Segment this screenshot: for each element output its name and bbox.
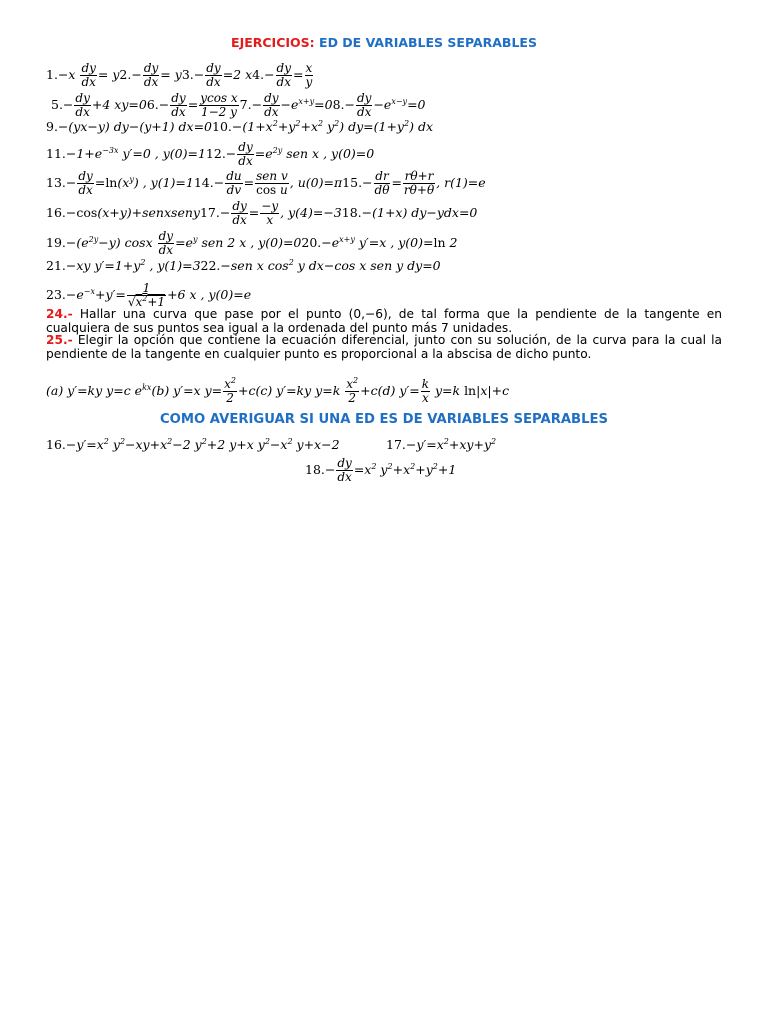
equation-row-2: 5.− $\frac{dy}{dx}$ +4 xy=06.− $\frac{dy}{dx}$ = $\frac{\text{ycos x}}{1-2 y}$ 7.− $\frac{dy}{dx}$ $-e^{x+y}=08.-$ $\frac{dy}{dx}$ $-e^{x-y}=0$	[51, 91, 426, 119]
answer-options: (a) y′=ky y=c $e^{kx}(b)$ y′=x y= $\frac{x^2}{2}$ +c(c) y′=ky y=k $\frac{x^2}{2}$ +c(d) y′= $\frac{k}{x}$ y=k ln|x|+c	[46, 376, 510, 405]
problem-24-text: Hallar una curva que pase por el punto (0,−6), de tal forma que la pendiente de la tangente en cualquiera de sus puntos sea igual a la ordenada del punto más 7 unidades.	[46, 307, 722, 335]
equation-row-5: 13.− $\frac{dy}{dx}$ $=\ln(x^y)$ , y(1)=114.− $\frac{du}{dv}$ = $\frac{\text{sen v}}{\text{cos u}}$ , u(0)=π15.− $\frac{dr}{d\theta}$ = $\frac{r\theta+r}{r\theta+\theta}$ , r(1)=e	[46, 169, 486, 197]
equation-row-3: 9.−(yx−y) dy−(y+1) $dx=010.-(1+x^2+y^2+x^2$ $y^2$) $dy=(1+y^2)$ dx	[46, 118, 433, 134]
section-2-title: COMO AVERIGUAR SI UNA ED ES DE VARIABLES SEPARABLES	[159, 412, 609, 427]
equation-row-7: $19.-(e^{2y}-y)$ cosx $\frac{dy}{dx}$ $=e^y$ sen 2 x , $y(0)=020.-e^{x+y}$ y′=x , y(0)=ln 2	[46, 229, 458, 257]
equation-row-8: 21.−xy $y'=1+y^2$ , y(1)=322.−sen x $\cos^2 y$ dx−cos x sen y dy=0	[46, 257, 441, 273]
equation-row-1: 1.−x $\frac{dy}{dx}$ = y2.− $\frac{dy}{dx}$ = y3.− $\frac{dy}{dx}$ =2 x4.− $\frac{dy}{dx}$ = $\frac{x}{y}$	[46, 61, 313, 89]
page-title	[0, 35, 768, 50]
problem-25-number: 25.-	[46, 333, 73, 347]
equation-row-6: 16.−cos(x+y)+senxseny17.− $\frac{dy}{dx}$ = $\frac{-y}{x}$ , y(4)=−318.−(1+x) dy−ydx=0	[46, 199, 478, 227]
problem-25	[46, 334, 722, 361]
equation-row-9: $23.-e^{-x}+y'=$ $\frac{1}{√x^2+1}$ +6 x , y(0)=e	[46, 281, 252, 309]
equation-18b: 18.− $\frac{dy}{dx}$ $=x^2$ $y^2+x^2+y^2+1$	[305, 456, 457, 484]
problem-24-number: 24.-	[46, 307, 73, 321]
equation-16b: $16.-y'=x^2$ $y^2-xy+x^2-2$ $y^2+2$ y+x $y^2-x^2$ y+x−2	[46, 436, 340, 452]
title-rest: ED DE VARIABLES SEPARABLES	[319, 35, 537, 50]
problem-25-text: Elegir la opción que contiene la ecuación diferencial, junto con su solución, de la curva para la cual la pendiente de la tangente en cualquier punto es proporcional a la abscisa de dicho punto.	[46, 333, 722, 361]
equation-row-4: $11.-1+e^{-3x}$ y′=0 , y(0)=112.− $\frac{dy}{dx}$ $=e^{2y}$ sen x , y(0)=0	[46, 140, 375, 168]
title-prefix: EJERCICIOS:	[231, 35, 315, 50]
problem-24	[46, 308, 722, 335]
equation-17b: $17.-y'=x^2+xy+y^2$	[386, 436, 497, 452]
